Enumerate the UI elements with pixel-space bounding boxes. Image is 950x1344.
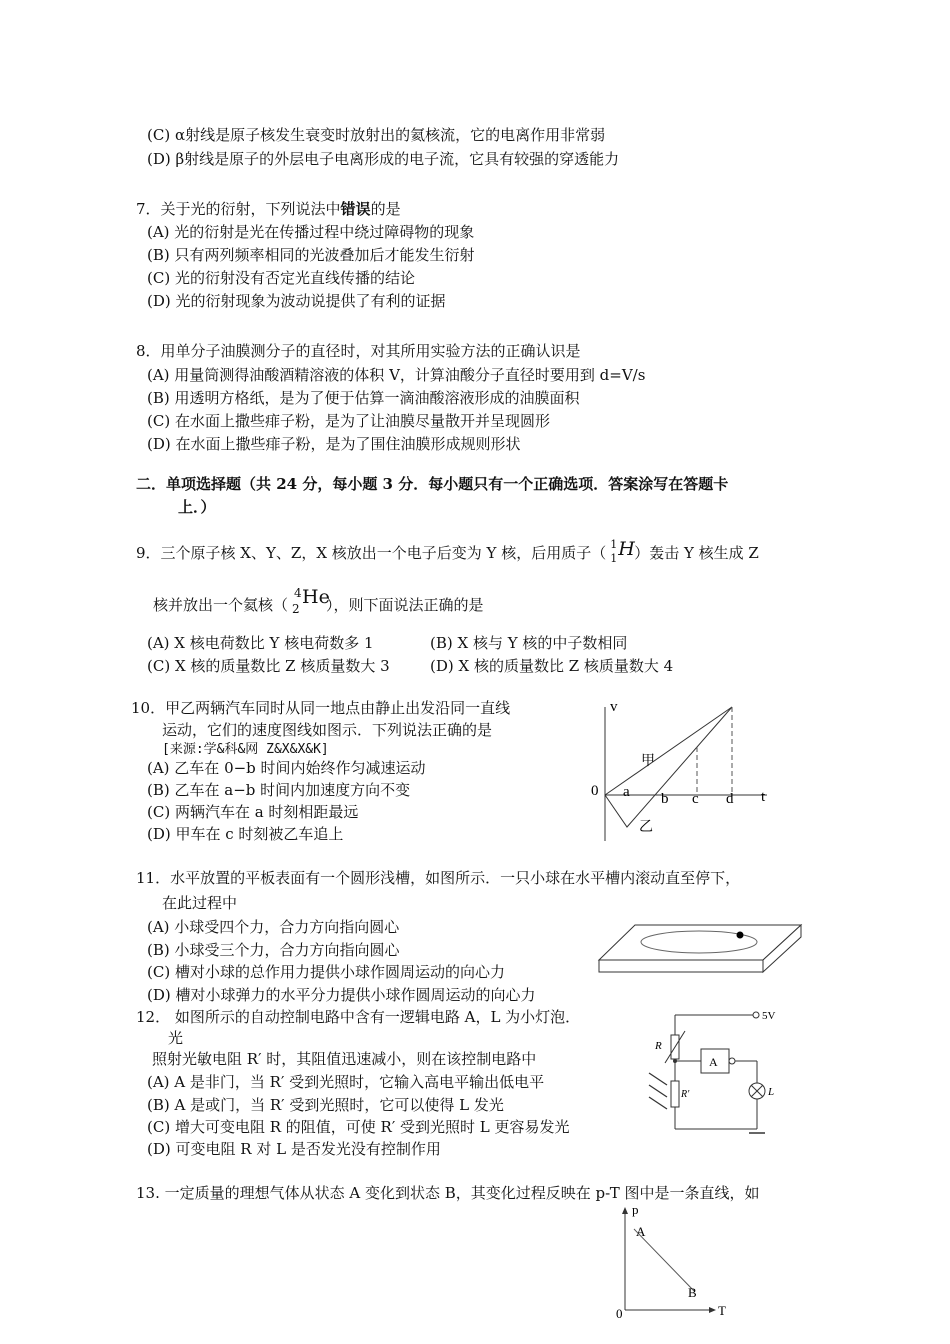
section2-heading: 二．单项选择题（共 24 分，每小题 3 分．每小题只有一个正确选项．答案涂写在答题卡 [136, 475, 729, 493]
helium-mass-number: 4 [294, 586, 302, 600]
q6-option-c: (C) α射线是原子核发生衰变时放射出的氦核流，它的电离作用非常弱 [147, 126, 606, 144]
q12-option-b: (B) A 是或门，当 R′ 受到光照时，它可以使得 L 发光 [147, 1096, 504, 1114]
q9-stem-line2 [153, 586, 484, 616]
q8-stem: 8．用单分子油膜测分子的直径时，对其所用实验方法的正确认识是 [136, 342, 581, 360]
q12-option-a: (A) A 是非门，当 R′ 受到光照时，它输入高电平输出低电平 [147, 1073, 545, 1091]
q12-circuit-diagram [645, 1005, 795, 1147]
q11-option-d: (D) 槽对小球弹力的水平分力提供小球作圆周运动的向心力 [147, 986, 536, 1004]
q10-option-a: (A) 乙车在 0−b 时间内始终作匀减速运动 [147, 759, 426, 777]
state-b-label: B [688, 1285, 697, 1300]
q9-option-b: (B) X 核与 Y 核的中子数相同 [430, 634, 628, 652]
q7-option-a: (A) 光的衍射是光在传播过程中绕过障碍物的现象 [147, 223, 475, 241]
q12-option-c: (C) 增大可变电阻 R 的阻值，可使 R′ 受到光照时 L 更容易发光 [147, 1118, 570, 1136]
q13-stem: 13. 一定质量的理想气体从状态 A 变化到状态 B，其变化过程反映在 p-T 图中是一条直线，如 [136, 1184, 760, 1202]
ball [737, 932, 744, 939]
p-label: p [632, 1205, 639, 1217]
v-label: v [610, 699, 618, 715]
jia-line [605, 707, 732, 795]
q9-stem2-post: ），则下面说法正确的是 [326, 596, 484, 614]
q9-stem-pre: 9．三个原子核 X、Y、Z，X 核放出一个电子后变为 Y 核，后用质子（ [136, 544, 607, 562]
r-prime-label: R' [681, 1089, 690, 1100]
t-label: t [761, 789, 766, 805]
d-label: d [726, 791, 734, 807]
light-ray-3 [649, 1097, 667, 1109]
proton-symbol [606, 538, 635, 565]
jia-label: 甲 [641, 754, 655, 769]
q12-stem-line1: 12． 如图所示的自动控制电路中含有一逻辑电路 A，L 为小灯泡． [136, 1008, 581, 1026]
section2-heading-cont: 上．） [178, 498, 216, 516]
helium-element: He [302, 586, 330, 608]
q8-option-c: (C) 在水面上撒些痱子粉，是为了让油膜尽量散开并呈现圆形 [147, 412, 550, 430]
q8-option-a: (A) 用量筒测得油酸酒精溶液的体积 V，计算油酸分子直径时要用到 d=V/s [147, 366, 646, 384]
5v-terminal [753, 1012, 759, 1018]
proton-charge-number: 1 [610, 552, 618, 565]
q10-option-c: (C) 两辆汽车在 a 时刻相距最远 [147, 803, 359, 821]
c-label: c [692, 791, 699, 807]
q11-stem-line1: 11．水平放置的平板表面有一个圆形浅槽，如图所示．一只小球在水平槽内滚动直至停下， [136, 869, 741, 887]
q6-option-d: (D) β射线是原子的外层电子电离形成的电子流，它具有较强的穿透能力 [147, 150, 620, 168]
q11-option-c: (C) 槽对小球的总作用力提供小球作圆周运动的向心力 [147, 963, 505, 981]
proton-mass-number: 1 [610, 538, 618, 551]
q10-source-note: [来源:学&科&网 Z&X&X&K] [162, 742, 329, 757]
q10-stem-line1: 10．甲乙两辆汽车同时从同一地点由静止出发沿同一直线 [131, 699, 511, 717]
q7-stem-emphasis: 错误 [340, 200, 371, 218]
t-label: T [718, 1303, 726, 1318]
q7-stem-pre: 7．关于光的衍射，下列说法中 [136, 200, 341, 218]
q9-option-a: (A) X 核电荷数比 Y 核电荷数多 1 [147, 634, 374, 652]
plate-front [599, 960, 763, 972]
q7-option-c: (C) 光的衍射没有否定光直线传播的结论 [147, 269, 415, 287]
q7-option-b: (B) 只有两列频率相同的光波叠加后才能发生衍射 [147, 246, 475, 264]
q11-option-b: (B) 小球受三个力，合力方向指向圆心 [147, 941, 400, 959]
q10-option-d: (D) 甲车在 c 时刻被乙车追上 [147, 825, 344, 843]
lamp-label: L [768, 1086, 775, 1098]
q10-option-b: (B) 乙车在 a−b 时间内加速度方向不变 [147, 781, 411, 799]
q9-stem2-pre: 核并放出一个氦核（ [153, 596, 289, 614]
photoresistor-r-prime [671, 1081, 679, 1107]
q8-option-d: (D) 在水面上撒些痱子粉，是为了围住油膜形成规则形状 [147, 435, 521, 453]
q11-stem-line2: 在此过程中 [162, 894, 238, 912]
5v-label: 5V [762, 1010, 776, 1022]
light-ray-2 [649, 1085, 667, 1097]
q12-stem-line2: 照射光敏电阻 R′ 时，其阻值迅速减小，则在该控制电路中 [152, 1050, 537, 1068]
q10-vt-graph [585, 695, 785, 849]
q9-stem-line1 [136, 538, 759, 565]
helium-symbol [288, 586, 330, 616]
yi-label: 乙 [639, 820, 653, 835]
helium-charge-number: 2 [292, 602, 300, 616]
light-ray-1 [649, 1073, 667, 1085]
b-label: b [661, 791, 669, 807]
q12-stem-line1-cont: 光 [168, 1029, 184, 1047]
q7-option-d: (D) 光的衍射现象为波动说提供了有利的证据 [147, 292, 446, 310]
q11-option-a: (A) 小球受四个力，合力方向指向圆心 [147, 918, 400, 936]
q10-stem-line2: 运动，它们的速度图线如图示．下列说法正确的是 [162, 721, 493, 739]
q12-option-d: (D) 可变电阻 R 对 L 是否发光没有控制作用 [147, 1140, 441, 1158]
q9-option-d: (D) X 核的质量数比 Z 核质量数大 4 [430, 657, 674, 675]
yi-line [605, 707, 732, 827]
q8-option-b: (B) 用透明方格纸，是为了便于估算一滴油酸溶液形成的油膜面积 [147, 389, 580, 407]
a-label: a [623, 784, 630, 800]
state-a-label: A [636, 1224, 646, 1239]
q11-plate-figure [595, 922, 805, 982]
r-label: R [655, 1040, 662, 1052]
origin-label: 0 [616, 1306, 623, 1320]
origin-label: 0 [591, 783, 599, 799]
gate-a-label: A [709, 1055, 718, 1069]
q9-stem-post: ）轰击 Y 核生成 Z [634, 544, 759, 562]
q9-option-c: (C) X 核的质量数比 Z 核质量数大 3 [147, 657, 390, 675]
q7-stem [136, 199, 401, 219]
q13-pt-graph [610, 1205, 735, 1324]
q7-stem-post: 的是 [370, 200, 401, 218]
proton-element: H [618, 538, 635, 560]
